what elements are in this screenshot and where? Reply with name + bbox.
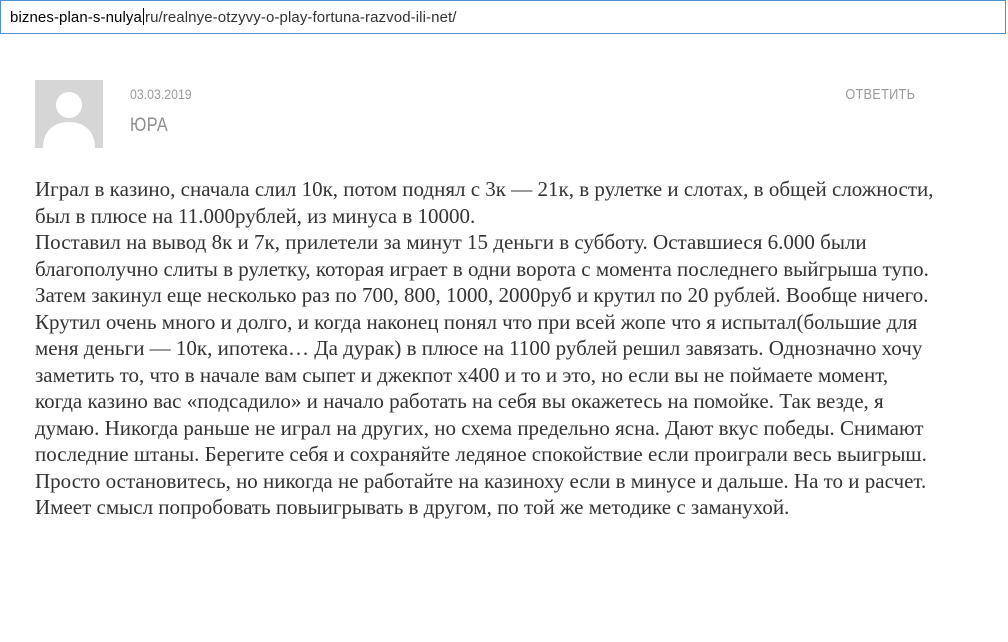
text-caret — [143, 8, 144, 25]
reply-link[interactable]: ОТВЕТИТЬ — [845, 86, 915, 103]
url-text[interactable] — [10, 8, 457, 26]
address-bar[interactable] — [0, 0, 1006, 34]
comment-date: 03.03.2019 — [130, 86, 192, 102]
url-path: ru/realnye-otzyvy-o-play-fortuna-razvod-ili-net/ — [144, 9, 457, 26]
comment-paragraph: Поставил на вывод 8к и 7к, прилетели за минут 15 деньги в субботу. Оставшиеся 6.000 были благополучно слиты в рулетку, которая играет в одни ворота с момента последнего выйгрыша тупо. Затем закинул еще несколько раз по 700, 800, 1000, 2000руб и крутил по 20 рублей. Вообще ничего. Крутил очень много и долго, и когда наконец понял что при всей жопе что я испытал(большие для меня деньги — 10к, ипотека… Да дурак) в плюсе на 1100 рублей решил завязать. Однозначно хочу заметить то, что в начале вам сыпет и джекпот х400 и то и это, но если вы не поймаете момент, когда казино вас «подсадило» и начало работать на себя вы окажетесь на помойке. Так везде, я думаю. Никогда раньше не играл на других, но схема предельно ясна. Дают вкус победы. Снимают последние штаны. Берегите себя и сохраняйте ледяное спокойствие если проиграли весь выигрыш. Просто остановитесь, но никогда не работайте на казиноху если в минусе и дальше. На то и расчет. Имеет смысл попробовать повыигрывать в другом, по той же методике с заманухой. — [35, 230, 929, 519]
comment-paragraph: Играл в казино, сначала слил 10к, потом поднял с 3к — 21к, в рулетке и слотах, в общей сложности, был в плюсе на 11.000рублей, из минуса в 10000. — [35, 177, 934, 228]
url-domain: biznes-plan-s-nulya — [10, 9, 142, 26]
default-user-icon — [35, 80, 103, 148]
avatar-icon — [35, 80, 103, 148]
comment-author[interactable]: ЮРА — [130, 115, 169, 136]
comment-body — [35, 176, 940, 521]
